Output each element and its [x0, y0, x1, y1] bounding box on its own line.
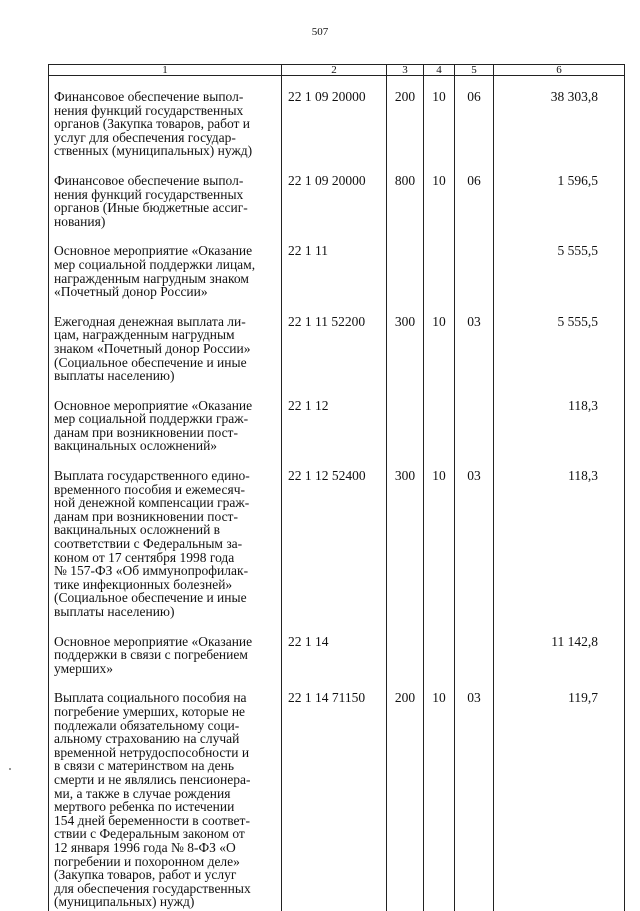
- row-col-5: 03: [455, 453, 494, 619]
- page-number: 507: [311, 26, 329, 38]
- row-amount: 11 142,8: [494, 619, 625, 676]
- row-col-3: 200: [387, 76, 424, 158]
- table-row: [49, 158, 625, 228]
- table-row: [49, 453, 625, 619]
- row-col-5: 03: [455, 675, 494, 911]
- table-row: [49, 675, 625, 911]
- table-row: [49, 299, 625, 383]
- header-col-5: 5: [455, 65, 494, 76]
- row-amount: 5 555,5: [494, 228, 625, 298]
- table-row: [49, 383, 625, 453]
- row-name: Финансовое обеспечение выпол- нения функций государственных органов (Закупка товаров, работ и услуг для обеспечения государ- ственных (муниципальных) нужд): [49, 76, 282, 158]
- row-code: 22 1 12 52400: [282, 453, 387, 619]
- row-col-3: [387, 619, 424, 676]
- row-name: Ежегодная денежная выплата ли- цам, награжденным нагрудным знаком «Почетный донор России» (Социальное обеспечение и иные выплаты населению): [49, 299, 282, 383]
- row-name: Основное мероприятие «Оказание поддержки в связи с погребением умерших»: [49, 619, 282, 676]
- row-name: Выплата социального пособия на погребение умерших, которые не подлежали обязательному соци- альному страхованию на случай временной нетрудоспособности и в связи с материнством на день смерти и не являлись пенсионера- ми, а также в случае рождения мертвого ребенка по истечении 154 дней беременности в соответ- ствии с Федеральным законом от 12 января 1996 года № 8-ФЗ «О погребении и похоронном деле» (Закупка товаров, работ и услуг для обеспечения государственных (муниципальных) нужд): [49, 675, 282, 911]
- row-code: 22 1 11: [282, 228, 387, 298]
- row-col-3: 200: [387, 675, 424, 911]
- header-col-1: 1: [49, 65, 282, 76]
- row-col-4: [424, 228, 455, 298]
- row-col-3: 800: [387, 158, 424, 228]
- row-code: 22 1 14 71150: [282, 675, 387, 911]
- row-code: 22 1 09 20000: [282, 158, 387, 228]
- table-row: [49, 619, 625, 676]
- row-amount: 119,7: [494, 675, 625, 911]
- budget-table: [48, 64, 625, 911]
- header-col-6: 6: [494, 65, 625, 76]
- table-header: [49, 65, 625, 76]
- row-col-3: 300: [387, 453, 424, 619]
- row-name: Основное мероприятие «Оказание мер социальной поддержки лицам, награжденным нагрудным знаком «Почетный донор России»: [49, 228, 282, 298]
- row-code: 22 1 09 20000: [282, 76, 387, 158]
- row-amount: 38 303,8: [494, 76, 625, 158]
- row-name: Финансовое обеспечение выпол- нения функций государственных органов (Иные бюджетные ассиг- нования): [49, 158, 282, 228]
- row-col-5: [455, 619, 494, 676]
- row-col-4: 10: [424, 76, 455, 158]
- row-col-5: 06: [455, 76, 494, 158]
- row-amount: 5 555,5: [494, 299, 625, 383]
- row-name: Выплата государственного едино- временного пособия и ежемесяч- ной денежной компенсации граж- данам при возникновении пост- вакцинальных осложнений в соответствии с Федеральным за- коном от 17 сентября 1998 года № 157-ФЗ «Об иммунопрофилак- тике инфекционных болезней» (Социальное обеспечение и иные выплаты населению): [49, 453, 282, 619]
- row-col-4: 10: [424, 299, 455, 383]
- row-code: 22 1 11 52200: [282, 299, 387, 383]
- table-row: [49, 228, 625, 298]
- table-body: [49, 76, 625, 911]
- row-amount: 118,3: [494, 383, 625, 453]
- row-col-4: 10: [424, 675, 455, 911]
- header-col-2: 2: [282, 65, 387, 76]
- row-col-5: [455, 228, 494, 298]
- table-row: [49, 76, 625, 158]
- row-col-3: [387, 228, 424, 298]
- row-col-3: 300: [387, 299, 424, 383]
- row-col-4: [424, 619, 455, 676]
- row-code: 22 1 14: [282, 619, 387, 676]
- header-col-3: 3: [387, 65, 424, 76]
- scan-speck: [9, 768, 11, 770]
- row-amount: 1 596,5: [494, 158, 625, 228]
- row-name: Основное мероприятие «Оказание мер социальной поддержки граж- данам при возникновении пост- вакцинальных осложнений»: [49, 383, 282, 453]
- header-col-4: 4: [424, 65, 455, 76]
- row-col-5: [455, 383, 494, 453]
- row-code: 22 1 12: [282, 383, 387, 453]
- row-amount: 118,3: [494, 453, 625, 619]
- row-col-5: 06: [455, 158, 494, 228]
- row-col-4: 10: [424, 453, 455, 619]
- row-col-3: [387, 383, 424, 453]
- row-col-4: [424, 383, 455, 453]
- row-col-4: 10: [424, 158, 455, 228]
- row-col-5: 03: [455, 299, 494, 383]
